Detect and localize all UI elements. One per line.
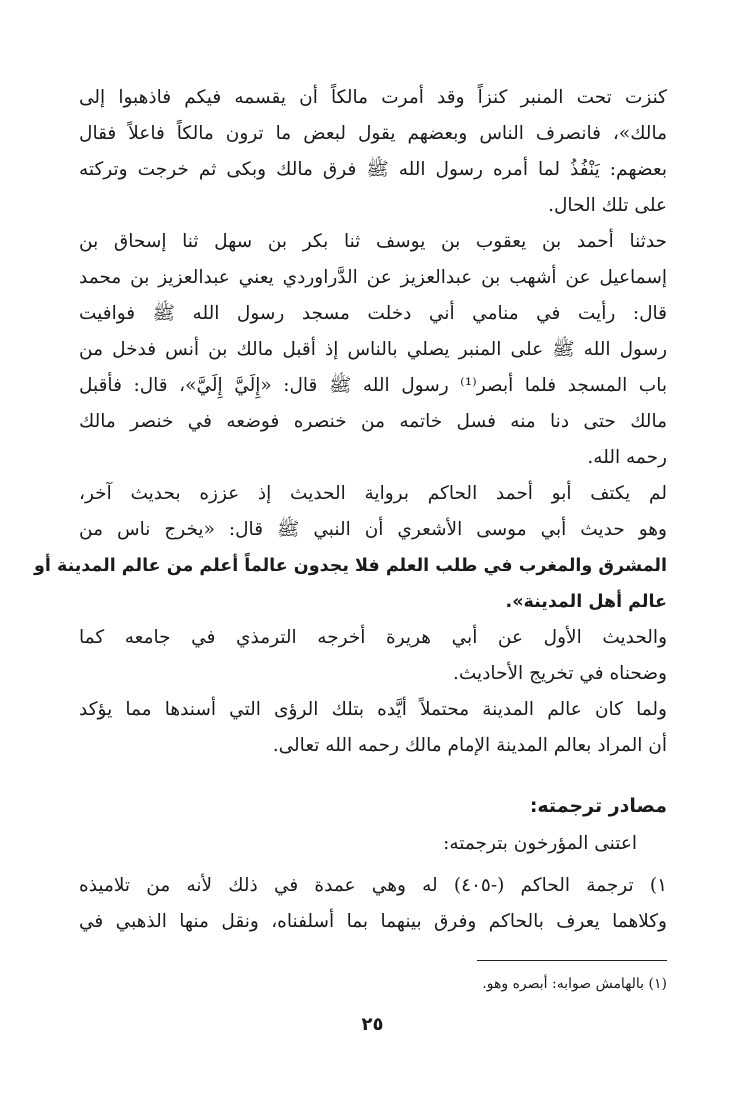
text-line: وضحناه في تخريج الأحاديث. (453, 663, 667, 684)
text-line: قال: رأيت في منامي أني دخلت مسجد رسول الله ﷺ فوافيت (79, 303, 667, 324)
footnote-divider (477, 960, 667, 961)
text-line: وهو حديث أبي موسى الأشعري أن النبي ﷺ قال: «يخرج ناس من (79, 519, 667, 540)
hadith-quote-line: المشرق والمغرب في طلب العلم فلا يجدون عالماً أعلم من عالم المدينة أو (34, 556, 667, 576)
text-line: مالك حتى دنا منه فسل خاتمه من خنصره فوضعه في خنصر مالك (79, 411, 667, 432)
page-number: ٢٥ (361, 1014, 384, 1035)
text-line: رسول الله ﷺ على المنبر يصلي بالناس إذ أقبل مالك بن أنس فدخل من (79, 339, 667, 360)
text-line: وكلاهما يعرف بالحاكم وفرق بينهما بما أسلفناه، ونقل منها الذهبي في (79, 911, 667, 932)
text-line: باب المسجد فلما أبصر⁽¹⁾ رسول الله ﷺ قال: «إِلَيَّ إِلَيَّ»، قال: فأقبل (79, 375, 668, 396)
footnote: (١) بالهامش صوابه: أبصره وهو. (482, 976, 667, 992)
text-line: أن المراد بعالم المدينة الإمام مالك رحمه الله تعالى. (272, 735, 667, 756)
text-line: حدثنا أحمد بن يعقوب بن يوسف ثنا بكر بن سهل ثنا إسحاق بن (79, 231, 667, 252)
text-line: ولما كان عالم المدينة محتملاً أيَّده بتلك الرؤى التي أسندها مما يؤكد (79, 699, 667, 720)
text-line: رحمه الله. (587, 447, 667, 468)
text-line: مالك»، فانصرف الناس وبعضهم يقول لبعض ما ترون مالكاً فاعلاً فقال (79, 123, 667, 144)
text-line: إسماعيل عن أشهب بن عبدالعزيز عن الدَّراوردي يعني عبدالعزيز بن محمد (79, 267, 667, 288)
hadith-quote-line: عالم أهل المدينة». (505, 592, 667, 612)
text-line: ١) ترجمة الحاكم (-٤٠٥) له وهي عمدة في ذلك لأنه من تلاميذه (79, 875, 667, 896)
text-line: كنزت تحت المنبر كنزاً وقد أمرت مالكاً أن يقسمه فيكم فاذهبوا إلى (79, 87, 667, 108)
text-line: على تلك الحال. (548, 195, 667, 216)
text-line: والحديث الأول عن أبي هريرة أخرجه الترمذي في جامعه كما (79, 627, 667, 648)
text-line: اعتنى المؤرخون بترجمته: (443, 833, 637, 854)
section-heading: مصادر ترجمته: (529, 795, 667, 817)
text-line: بعضهم: يَنْفُذُ لما أمره رسول الله ﷺ فرق مالك وبكى ثم خرجت وتركته (79, 159, 667, 180)
text-line: لم يكتف أبو أحمد الحاكم برواية الحديث إذ عززه بحديث آخر، (79, 483, 667, 504)
